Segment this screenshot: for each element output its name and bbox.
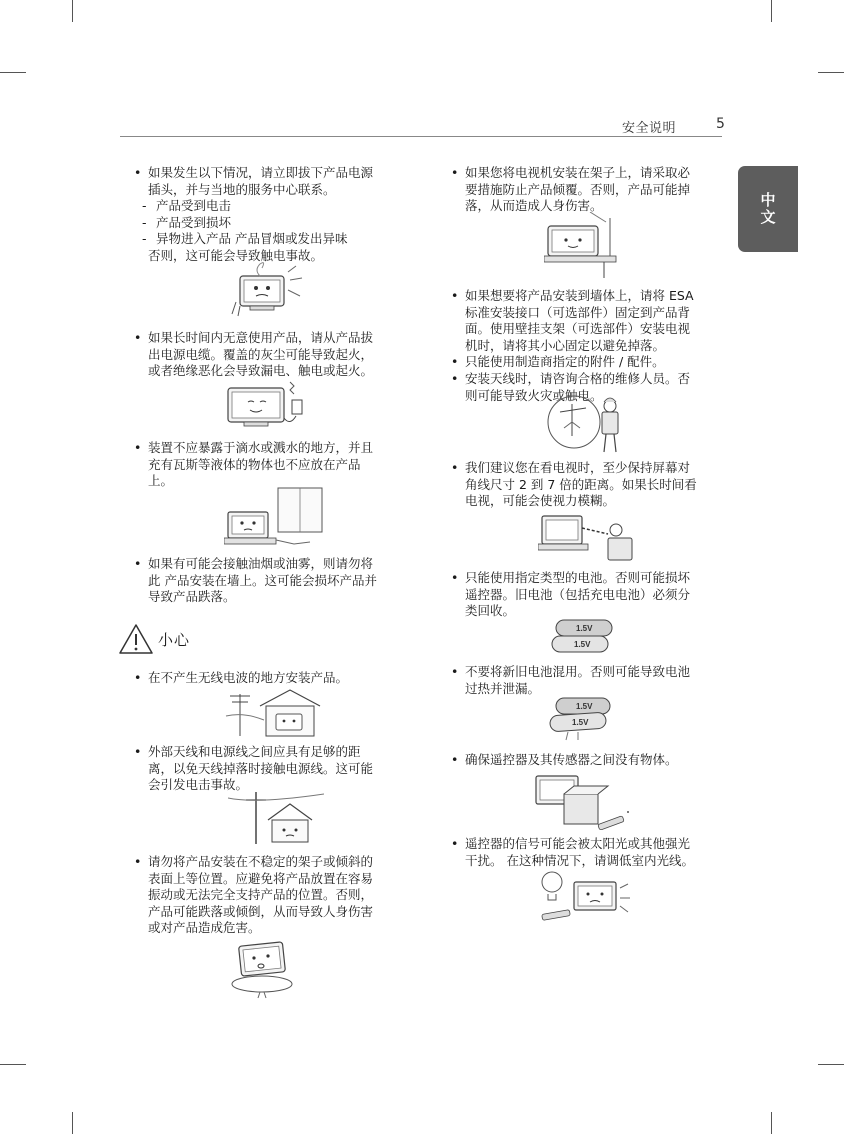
bullet: • xyxy=(134,165,142,180)
right-item-8 xyxy=(451,752,678,769)
right-item-5 xyxy=(451,460,697,510)
battery-label: 1.5V xyxy=(572,718,589,727)
sub-item: - 异物进入产品 产品冒烟或发出异味 xyxy=(142,231,373,248)
item-line: 表面上等位置。应避免将产品放置在容易 xyxy=(148,870,374,886)
bullet: • xyxy=(134,556,142,571)
item-line: 过热并泄漏。 xyxy=(465,680,541,696)
left-item-6 xyxy=(134,744,373,794)
item-line: 离，以免天线掉落时接触电源线。这可能 xyxy=(148,760,374,776)
item-line: 遥控器的信号可能会被太阳光或其他强光 xyxy=(465,836,691,851)
item-line: 或者绝缘恶化会导致漏电、触电或起火。 xyxy=(148,363,374,379)
right-item-7 xyxy=(451,664,690,697)
item-line: 振动或无法完全支持产品的位置。否则， xyxy=(148,887,374,903)
left-item-4 xyxy=(134,556,377,606)
crop-mark xyxy=(771,1112,772,1134)
left-item-2 xyxy=(134,330,373,380)
tv-unplug-illustration xyxy=(224,378,314,434)
caution-heading xyxy=(118,623,190,655)
item-line: 如果发生以下情况，请立即拔下产品电源 xyxy=(148,165,374,180)
item-line: 如果想要将产品安装到墙体上，请将 ESA xyxy=(465,288,694,303)
item-line: 安装天线时，请咨询合格的维修人员。否 xyxy=(465,371,691,386)
antenna-technician-illustration xyxy=(540,392,632,458)
tv-smoke-illustration xyxy=(230,262,310,320)
item-line: 电视，可能会使视力模糊。 xyxy=(465,493,616,509)
item-line: 则可能导致火灾或触电。 xyxy=(465,387,603,403)
bullet: • xyxy=(451,664,459,679)
item-line: 或对产品造成危害。 xyxy=(148,920,261,936)
item-line: 确保遥控器及其传感器之间没有物体。 xyxy=(465,752,678,767)
item-line: 类回收。 xyxy=(465,603,516,619)
bullet: • xyxy=(451,354,459,369)
item-line: 遥控器。旧电池（包括充电电池）必须分 xyxy=(465,586,691,602)
left-item-7 xyxy=(134,854,373,937)
item-line: 装置不应暴露于滴水或溅水的地方，并且 xyxy=(148,440,374,455)
caution-label: 小心 xyxy=(158,630,191,649)
battery-illustration xyxy=(550,618,616,658)
item-line: 充有瓦斯等液体的物体也不应放在产品 xyxy=(148,456,361,472)
crop-mark xyxy=(771,0,772,22)
battery-label: 1.5V xyxy=(574,640,591,649)
language-tab-label: 中文 xyxy=(758,192,777,226)
battery-label: 1.5V xyxy=(576,624,593,633)
tv-water-illustration xyxy=(224,486,328,550)
bullet: • xyxy=(451,165,459,180)
page-number: 5 xyxy=(716,116,725,132)
crop-mark xyxy=(818,72,844,73)
tv-shelf-illustration xyxy=(544,212,620,278)
item-line: 在不产生无线电波的地方安装产品。 xyxy=(148,670,349,685)
item-line: 会引发电击事故。 xyxy=(148,777,249,793)
item-line: 上。 xyxy=(148,473,174,489)
bullet: • xyxy=(134,670,142,685)
remote-sunlight-illustration xyxy=(536,868,636,926)
battery-label: 1.5V xyxy=(576,702,593,711)
bullet: • xyxy=(451,570,459,585)
viewing-distance-illustration xyxy=(538,508,638,564)
item-line: 如果您将电视机安装在架子上，请采取必 xyxy=(465,165,691,180)
item-line: 出电源电缆。覆盖的灰尘可能导致起火， xyxy=(148,346,374,362)
language-tab[interactable] xyxy=(738,166,798,252)
crop-mark xyxy=(0,1064,26,1065)
bullet: • xyxy=(134,744,142,759)
crop-mark xyxy=(72,0,73,22)
header-divider xyxy=(120,136,722,137)
bullet: • xyxy=(451,752,459,767)
sub-item: - 产品受到电击 xyxy=(142,198,373,215)
bullet: • xyxy=(134,330,142,345)
item-line: 只能使用制造商指定的附件 / 配件。 xyxy=(465,354,665,369)
item-line: 外部天线和电源线之间应具有足够的距 xyxy=(148,744,361,759)
bullet: • xyxy=(451,460,459,475)
item-line: 我们建议您在看电视时，至少保持屏幕对 xyxy=(465,460,691,475)
left-item-5 xyxy=(134,670,348,687)
power-line-illustration xyxy=(228,790,324,846)
mixed-battery-illustration xyxy=(548,696,614,742)
item-line: 只能使用指定类型的电池。否则可能损坏 xyxy=(465,570,691,585)
item-line: 不要将新旧电池混用。否则可能导致电池 xyxy=(465,664,691,679)
right-item-2 xyxy=(451,288,694,354)
item-line: 面。使用壁挂支架（可选部件）安装电视 xyxy=(465,321,691,337)
bullet: • xyxy=(134,440,142,455)
item-line: 否则，这可能会导致触电事故。 xyxy=(148,247,324,263)
right-item-1 xyxy=(451,165,690,215)
item-line: 此 产品安装在墙上。这可能会损坏产品并 xyxy=(148,572,377,588)
warning-icon xyxy=(118,623,154,655)
item-line: 角线尺寸 2 到 7 倍的距离。如果长时间看 xyxy=(465,476,697,492)
bullet: • xyxy=(134,854,142,869)
right-item-6 xyxy=(451,570,690,620)
item-line: 插头，并与当地的服务中心联系。 xyxy=(148,181,336,197)
item-line: 落，从而造成人身伤害。 xyxy=(465,198,603,214)
bullet: • xyxy=(451,288,459,303)
right-item-3 xyxy=(451,354,665,371)
remote-obstacle-illustration xyxy=(534,772,638,830)
bullet: • xyxy=(451,371,459,386)
item-line: 要措施防止产品倾覆。否则，产品可能掉 xyxy=(465,181,691,197)
sub-item: - 产品受到损坏 xyxy=(142,215,373,232)
item-line: 产品可能跌落或倾倒，从而导致人身伤害 xyxy=(148,903,374,919)
section-title: 安全说明 xyxy=(622,121,677,136)
right-item-9 xyxy=(451,836,694,869)
crop-mark xyxy=(0,72,26,73)
left-item-3 xyxy=(134,440,373,490)
item-line: 干扰。 在这种情况下，请调低室内光线。 xyxy=(465,852,694,868)
item-line: 如果有可能会接触油烟或油雾，则请勿将 xyxy=(148,556,374,571)
item-line: 导致产品跌落。 xyxy=(148,589,236,605)
left-item-1 xyxy=(134,165,373,265)
item-line: 标准安装接口（可选部件）固定到产品背 xyxy=(465,304,691,320)
crop-mark xyxy=(818,1064,844,1065)
item-line: 如果长时间内无意使用产品，请从产品拔 xyxy=(148,330,374,345)
item-line: 请勿将产品安装在不稳定的架子或倾斜的 xyxy=(148,854,374,869)
item-line: 机时，请将其小心固定以避免掉落。 xyxy=(465,337,666,353)
bullet: • xyxy=(451,836,459,851)
house-antenna-illustration xyxy=(224,686,324,738)
crop-mark xyxy=(72,1112,73,1134)
tv-falling-illustration xyxy=(226,938,298,1000)
